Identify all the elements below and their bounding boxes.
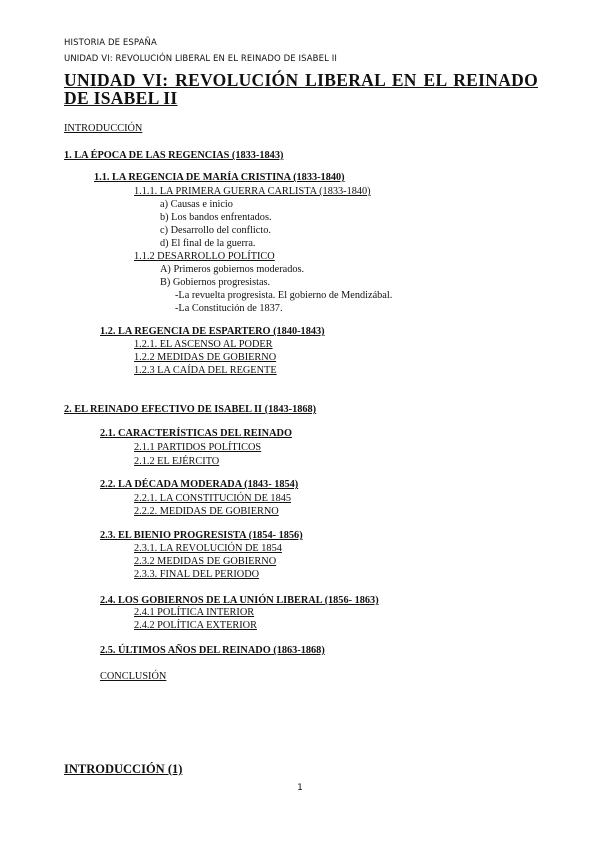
toc-section-2-1-1: 2.1.1 PARTIDOS POLÍTICOS [134,442,262,453]
toc-section-1-2: 1.2. LA REGENCIA DE ESPARTERO (1840-1843) [100,326,325,337]
toc-section-2-4: 2.4. LOS GOBIERNOS DE LA UNIÓN LIBERAL (1856- 1863) [100,595,379,606]
header-unit: UNIDAD VI: REVOLUCIÓN LIBERAL EN EL REINADO DE ISABEL II [64,54,337,64]
toc-item-1-1-1-d: d) El final de la guerra. [160,238,256,249]
toc-section-1-2-2: 1.2.2 MEDIDAS DE GOBIERNO [134,352,277,363]
toc-item-1-1-1-a: a) Causas e inicio [160,199,233,210]
toc-item-1-1-2-b: B) Gobiernos progresistas. [160,277,271,288]
toc-section-2-1: 2.1. CARACTERÍSTICAS DEL REINADO [100,428,292,439]
toc-section-1-1-1: 1.1.1. LA PRIMERA GUERRA CARLISTA (1833-1840) [134,186,371,197]
toc-section-2-3-3: 2.3.3. FINAL DEL PERIODO [134,569,260,580]
toc-section-2-5: 2.5. ÚLTIMOS AÑOS DEL REINADO (1863-1868) [100,645,325,656]
toc-section-2-3-1: 2.3.1. LA REVOLUCIÓN DE 1854 [134,543,282,554]
toc-section-1-2-1: 1.2.1. EL ASCENSO AL PODER [134,339,273,350]
toc-conclusion: CONCLUSIÓN [100,671,167,682]
toc-section-1-1: 1.1. LA REGENCIA DE MARÍA CRISTINA (1833-1840) [94,172,345,183]
document-title: UNIDAD VI: REVOLUCIÓN LIBERAL EN EL REINADO DE ISABEL II [64,70,538,108]
toc-section-2: 2. EL REINADO EFECTIVO DE ISABEL II (1843-1868) [64,404,317,415]
toc-section-2-2: 2.2. LA DÉCADA MODERADA (1843- 1854) [100,479,299,490]
toc-section-2-2-2: 2.2.2. MEDIDAS DE GOBIERNO [134,506,279,517]
toc-item-1-1-2-b1: -La revuelta progresista. El gobierno de Mendizábal. [175,290,393,301]
toc-section-1-2-3: 1.2.3 LA CAÍDA DEL REGENTE [134,365,277,376]
toc-section-1-1-2: 1.1.2 DESARROLLO POLÍTICO [134,251,275,262]
section-heading: INTRODUCCIÓN (1) [64,762,183,776]
toc-section-2-3: 2.3. EL BIENIO PROGRESISTA (1854- 1856) [100,530,303,541]
toc-item-1-1-2-a: A) Primeros gobiernos moderados. [160,264,305,275]
toc-section-2-4-2: 2.4.2 POLÍTICA EXTERIOR [134,620,257,631]
toc-section-2-4-1: 2.4.1 POLÍTICA INTERIOR [134,607,255,618]
toc-section-1: 1. LA ÉPOCA DE LAS REGENCIAS (1833-1843) [64,150,284,161]
toc-item-1-1-1-c: c) Desarrollo del conflicto. [160,225,271,236]
header-subject: HISTORIA DE ESPAÑA [64,38,157,48]
page-number: 1 [297,783,303,793]
toc-item-1-1-1-b: b) Los bandos enfrentados. [160,212,272,223]
toc-introduccion: INTRODUCCIÓN [64,123,143,134]
toc-section-2-2-1: 2.2.1. LA CONSTITUCIÓN DE 1845 [134,493,292,504]
toc-section-2-3-2: 2.3.2 MEDIDAS DE GOBIERNO [134,556,277,567]
toc-item-1-1-2-b2: -La Constitución de 1837. [175,303,283,314]
toc-section-2-1-2: 2.1.2 EL EJÉRCITO [134,456,220,467]
